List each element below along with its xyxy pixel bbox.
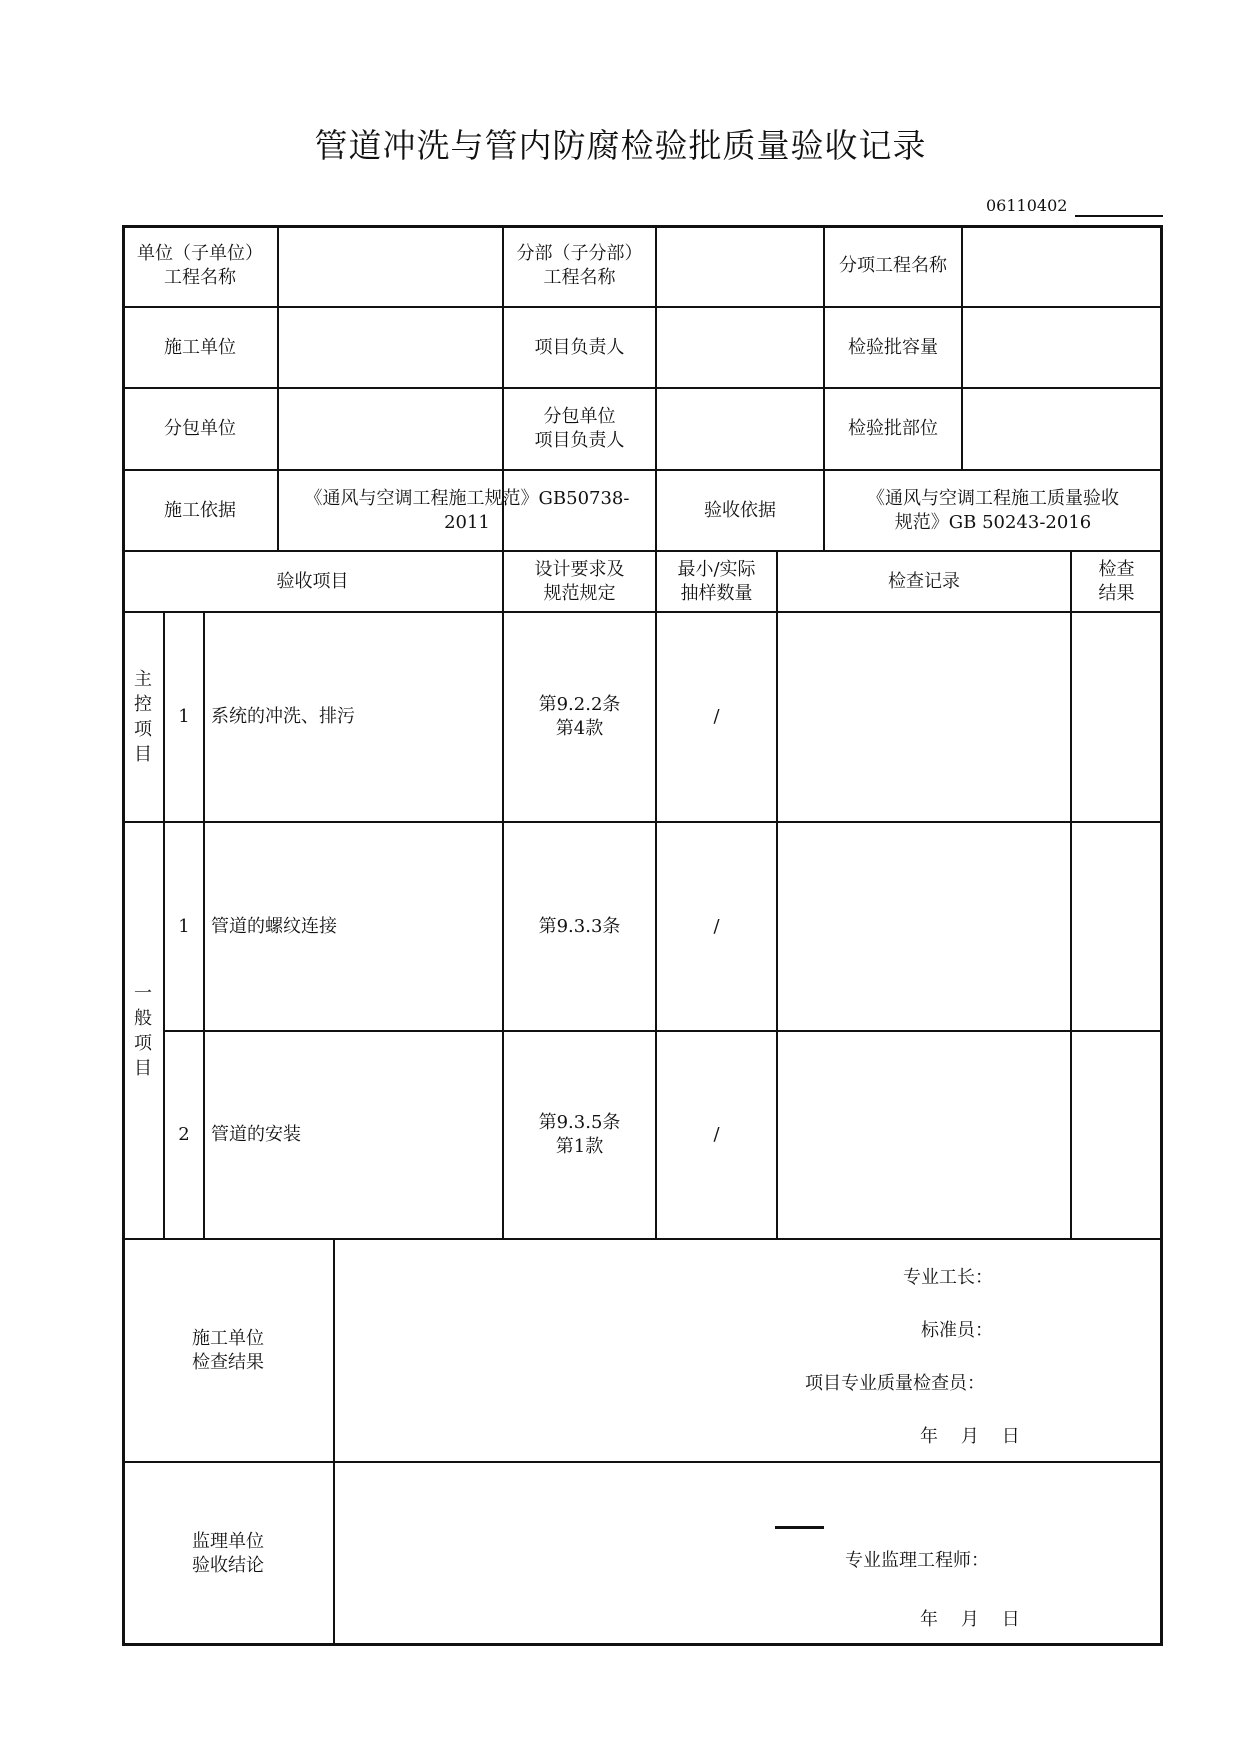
unit-project-name-label: 单位（子单位） 工程名称 <box>137 243 263 288</box>
supervisor-conclusion-label: 监理单位 验收结论 <box>192 1530 264 1576</box>
form-code: 06110402 <box>986 196 1068 215</box>
table-row-number: 1 <box>178 706 190 727</box>
column-header-record: 检查记录 <box>888 570 960 592</box>
table-row-result[interactable] <box>1072 1032 1161 1238</box>
table-row-record[interactable] <box>778 1032 1070 1238</box>
group-main-control: 主 控 项 目 <box>134 669 152 765</box>
form-code-underline <box>1075 215 1163 217</box>
supervising-engineer-signature-label: 专业监理工程师： <box>845 1550 989 1571</box>
contractor-check-label: 施工单位 检查结果 <box>192 1327 264 1373</box>
table-row-item: 系统的冲洗、排污 <box>211 706 355 727</box>
contractor-value[interactable] <box>279 308 502 387</box>
quality-inspector-signature-label: 项目专业质量检查员： <box>805 1373 985 1394</box>
table-row-record[interactable] <box>778 823 1070 1030</box>
batch-capacity-label: 检验批容量 <box>848 336 938 358</box>
project-manager-value[interactable] <box>657 308 823 387</box>
project-manager-label: 项目负责人 <box>534 336 625 358</box>
table-row-requirement: 第9.3.3条 <box>538 915 621 937</box>
table-row-sample: / <box>713 1124 720 1145</box>
table-row-number: 1 <box>178 915 190 937</box>
subcontractor-value[interactable] <box>279 389 502 469</box>
table-row-record[interactable] <box>778 613 1070 821</box>
table-row-requirement: 第9.3.5条 第1款 <box>538 1112 621 1157</box>
table-row-result[interactable] <box>1072 613 1161 821</box>
table-row-sample: / <box>713 915 720 937</box>
batch-capacity-value[interactable] <box>963 308 1161 387</box>
contractor-label: 施工单位 <box>164 336 236 358</box>
acceptance-basis-value: 《通风与空调工程施工质量验收 规范》GB 50243-2016 <box>867 487 1119 533</box>
construction-basis-value: 《通风与空调工程施工规范》GB50738- 2011 <box>304 487 630 533</box>
table-row-requirement: 第9.2.2条 第4款 <box>538 694 621 739</box>
column-header-sample: 最小/实际 抽样数量 <box>677 558 756 604</box>
page-title: 管道冲洗与管内防腐检验批质量验收记录 <box>314 126 927 165</box>
batch-location-label: 检验批部位 <box>848 418 938 439</box>
subcontractor-pm-value[interactable] <box>657 389 823 469</box>
group-general: 一 般 项 目 <box>134 982 152 1079</box>
batch-location-value[interactable] <box>963 389 1161 469</box>
table-row-item: 管道的螺纹连接 <box>211 915 337 937</box>
subcontractor-pm-label: 分包单位 项目负责人 <box>534 406 625 451</box>
table-row-result[interactable] <box>1072 823 1161 1030</box>
division-project-name-value[interactable] <box>657 226 823 306</box>
subitem-project-name-value[interactable] <box>963 226 1161 306</box>
supervisor-date: 年 月 日 <box>920 1609 1020 1630</box>
column-header-result: 检查 结果 <box>1098 558 1135 604</box>
table-row-item: 管道的安装 <box>211 1124 301 1145</box>
column-header-item: 验收项目 <box>276 570 349 592</box>
foreman-signature-label: 专业工长： <box>903 1267 993 1288</box>
construction-basis-label: 施工依据 <box>164 499 236 521</box>
division-project-name-label: 分部（子分部） 工程名称 <box>516 243 643 288</box>
contractor-date: 年 月 日 <box>920 1426 1020 1447</box>
signature-dash <box>775 1526 824 1529</box>
acceptance-basis-label: 验收依据 <box>704 499 776 521</box>
table-row-sample: / <box>713 706 720 727</box>
subitem-project-name-label: 分项工程名称 <box>839 255 947 276</box>
subcontractor-label: 分包单位 <box>164 418 236 439</box>
table-row-number: 2 <box>178 1124 190 1145</box>
column-header-requirement: 设计要求及 规范规定 <box>534 558 625 604</box>
grid-line <box>333 1238 335 1644</box>
unit-project-name-value[interactable] <box>279 226 502 306</box>
standard-officer-signature-label: 标准员： <box>921 1320 993 1341</box>
